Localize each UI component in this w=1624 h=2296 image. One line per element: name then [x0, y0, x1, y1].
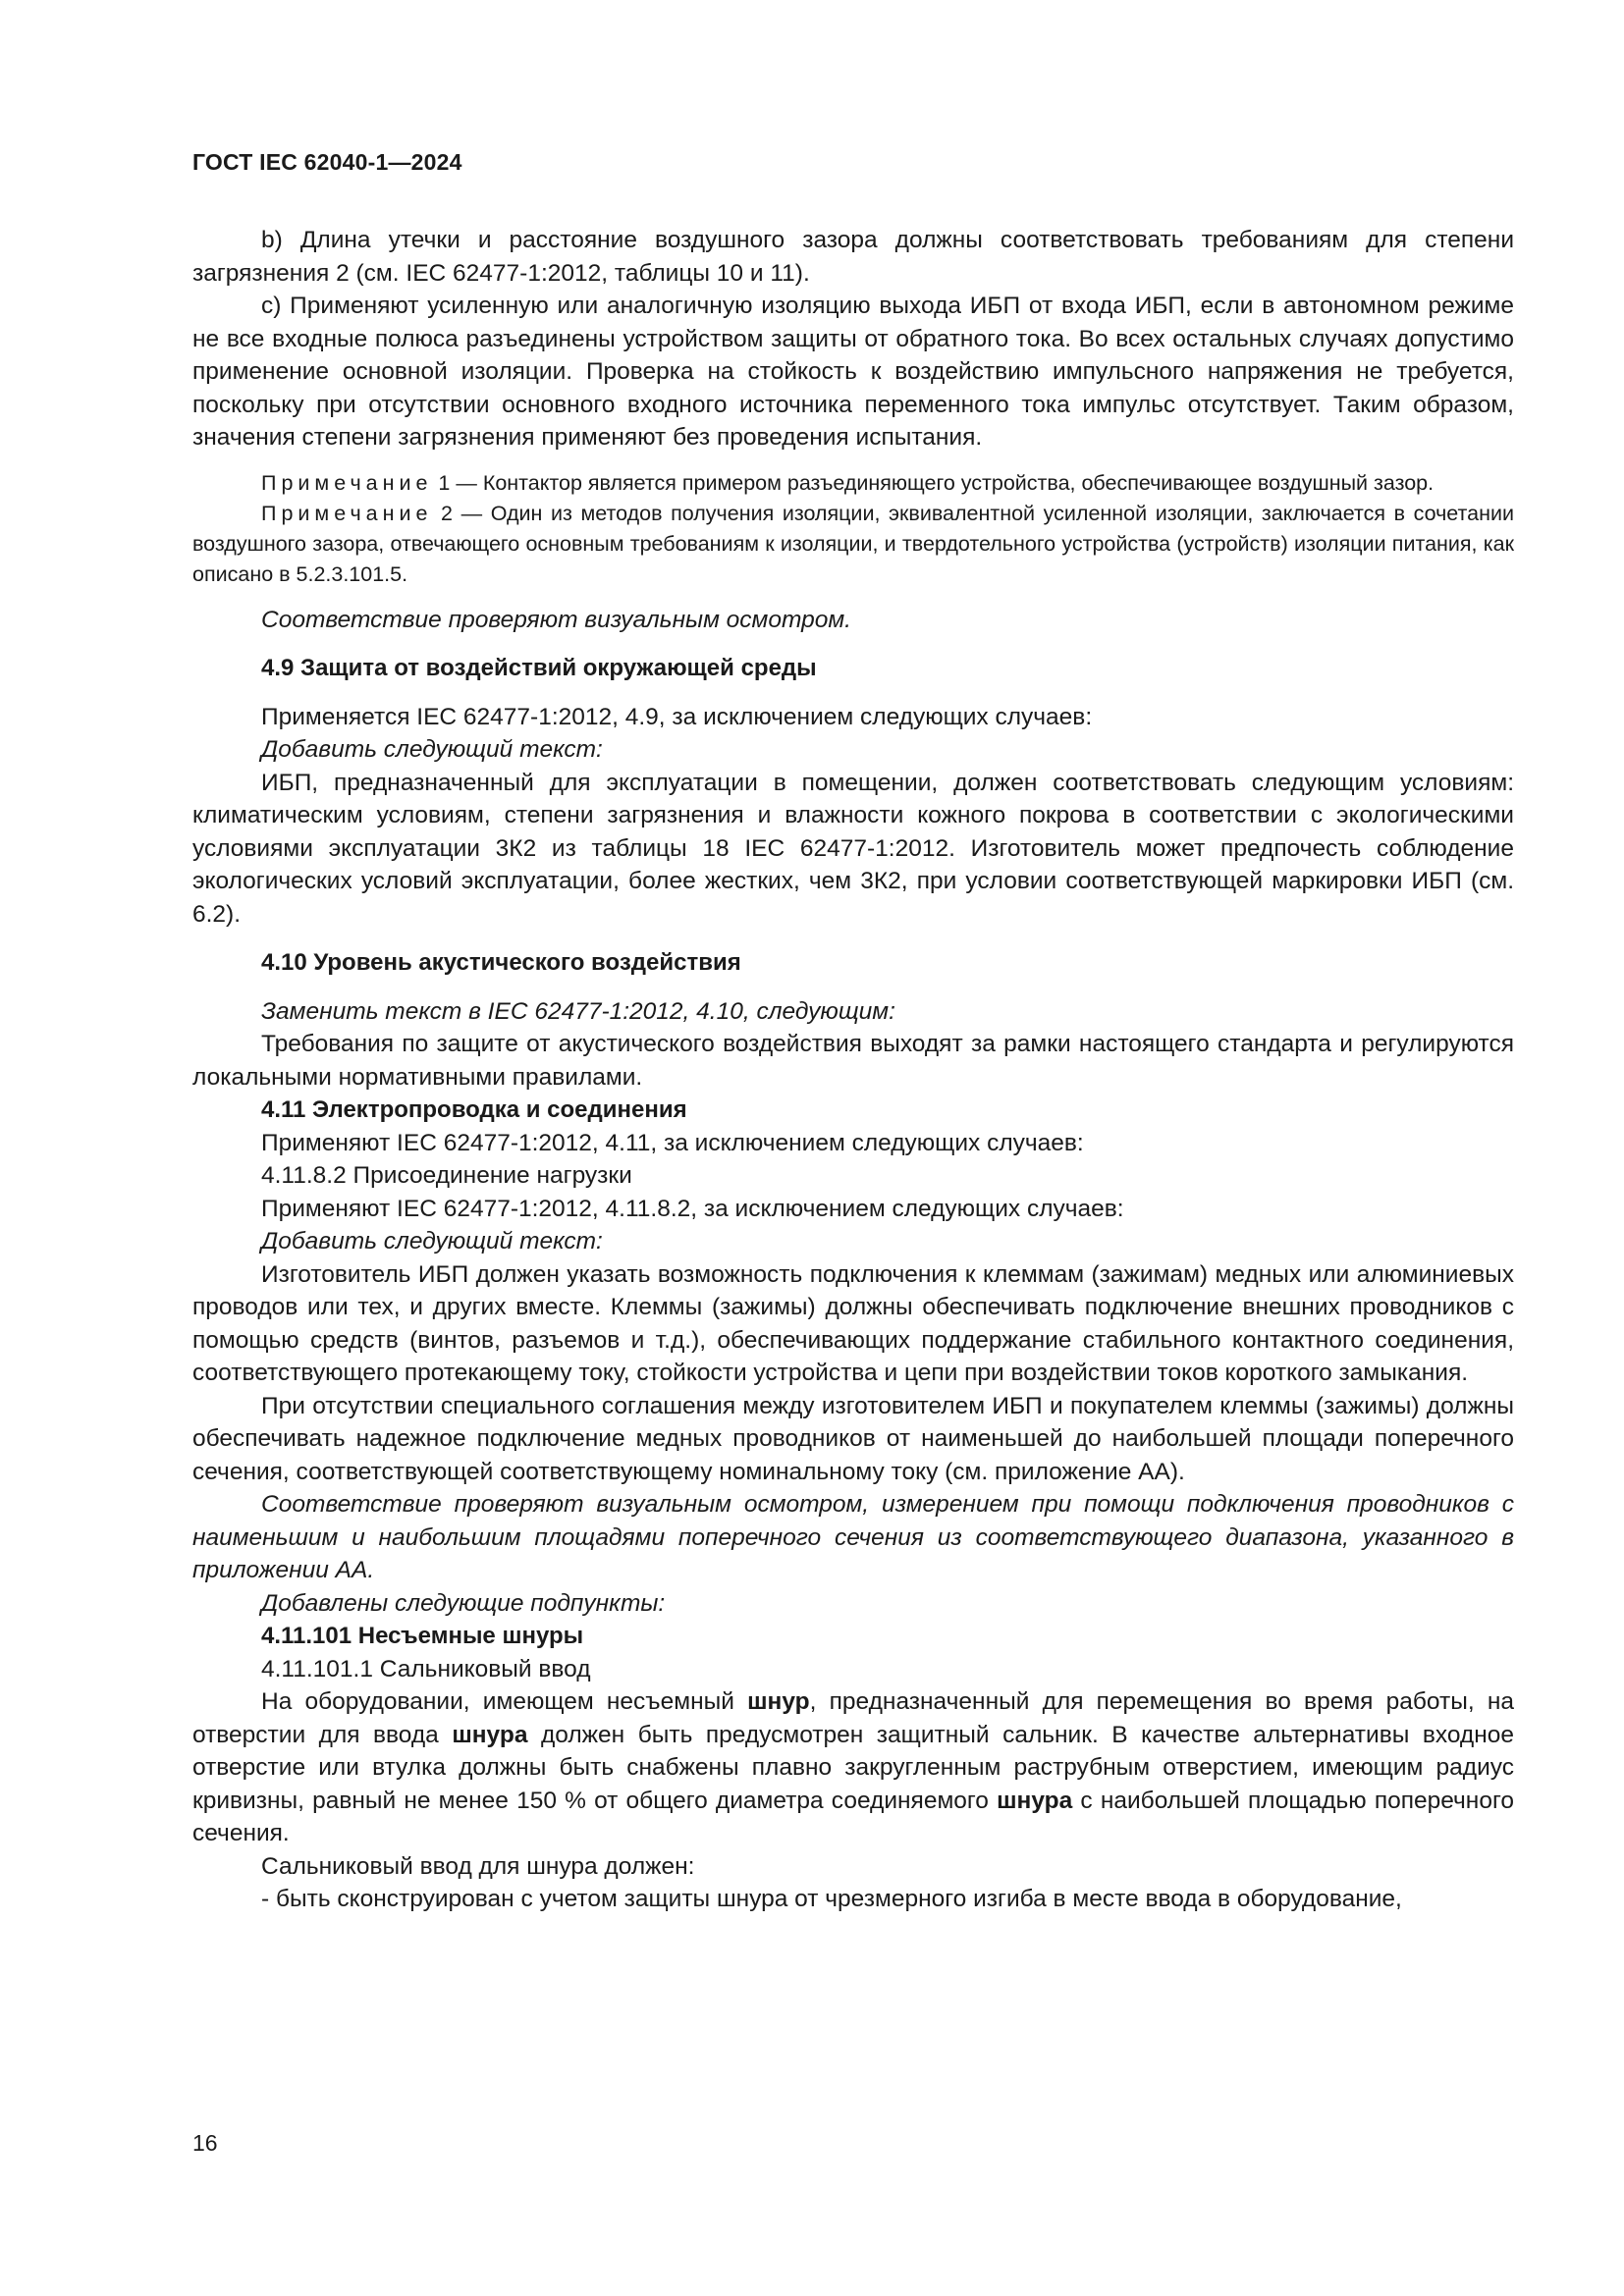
paragraph-4-9-b: Добавить следующий текст:: [261, 736, 603, 763]
cord-text-1: На оборудовании, имеющем несъемный: [261, 1688, 748, 1715]
cord-text-3: должен быть предусмотрен защитный сальник. В качестве альтернативы входное отверстие или втулка должны быть снабжены плавно закругленным раструбным отверстием, имеющим радиус кривизны, равный не менее 150 % от общего диаметра соединяемого: [192, 1721, 1514, 1814]
paragraph-c: c) Применяют усиленную или аналогичную изоляцию выхода ИБП от входа ИБП, если в автономном режиме не все входные полюса разъединены устройством защиты от обратного тока. Во всех остальных случаях допустимо применение основной изоляции. Проверка на стойкость к воздействию импульсного напряжения не требуется, поскольку при отсутствии основного входного источника переменного тока импульс отсутствует. Таким образом, значения степени загрязнения применяют без проведения испытания.: [192, 293, 1514, 451]
note-1-label: Примечание: [261, 470, 433, 495]
note-2-label: Примечание: [261, 501, 433, 525]
page-number: 16: [192, 2130, 218, 2156]
paragraph-4-11-e: Изготовитель ИБП должен указать возможность подключения к клеммам (зажимам) медных или алюминиевых проводов или тех, и других вместе. Клеммы (зажимы) должны обеспечивать подключение внешних проводников с помощью средств (винтов, разъемов и т.д.), обеспечивающих поддержание стабильного контактного соединения, соответствующего протекающему току, стойкости устройства и цепи при воздействии токов короткого замыкания.: [192, 1260, 1514, 1386]
paragraph-4-10-a: Заменить текст в IEC 62477-1:2012, 4.10, следующим:: [261, 997, 895, 1025]
paragraph-cord: [192, 1685, 1514, 1850]
paragraph-4-10-b: Требования по защите от акустического воздействия выходят за рамки настоящего стандарта и регулируются локальными нормативными правилами.: [192, 1031, 1514, 1091]
cord-term-2: шнура: [452, 1721, 528, 1748]
paragraph-4-11-a: Применяют IEC 62477-1:2012, 4.11, за исключением следующих случаев:: [261, 1129, 1084, 1156]
paragraph-4-11-h: Добавлены следующие подпункты:: [261, 1589, 666, 1617]
note-1: [192, 468, 1514, 499]
heading-4-9: 4.9 Защита от воздействий окружающей среды: [261, 655, 817, 681]
paragraph-4-11-b: 4.11.8.2 Присоединение нагрузки: [261, 1162, 632, 1189]
note-1-text: 1 — Контактор является примером разъединяющего устройства, обеспечивающее воздушный зазор.: [432, 470, 1435, 495]
paragraph-4-9-a: Применяется IEC 62477-1:2012, 4.9, за исключением следующих случаев:: [261, 703, 1093, 730]
cord-text-4: с наибольшей площадью поперечного сечения.: [192, 1787, 1514, 1846]
paragraph-4-11-g: Соответствие проверяют визуальным осмотром, измерением при помощи подключения проводников с наименьшим и наибольшим площадями поперечного сечения из соответствующего диапазона, указанного в приложении АА.: [192, 1491, 1514, 1583]
note-2-text: 2 — Один из методов получения изоляции, эквивалентной усиленной изоляции, заключается в сочетании воздушного зазора, отвечающего основным требованиям к изоляции, и твердотельного устройства (устройств) изоляции питания, как описано в 5.2.3.101.5.: [192, 501, 1514, 586]
note-2: [192, 499, 1514, 590]
paragraph-b: b) Длина утечки и расстояние воздушного зазора должны соответствовать требованиям для степени загрязнения 2 (см. IEC 62477-1:2012, таблицы 10 и 11).: [192, 227, 1514, 287]
paragraph-4-11-c: Применяют IEC 62477-1:2012, 4.11.8.2, за исключением следующих случаев:: [261, 1195, 1124, 1222]
paragraph-4-11-f: При отсутствии специального соглашения между изготовителем ИБП и покупателем клеммы (зажимы) должны обеспечивать надежное подключение медных проводников от наименьшей до наибольшей площади поперечного сечения, соответствующей соответствующему номинальному току (см. приложение АА).: [192, 1392, 1514, 1485]
heading-4-11-101: 4.11.101 Несъемные шнуры: [261, 1623, 584, 1649]
paragraph-gland: Сальниковый ввод для шнура должен:: [261, 1852, 695, 1880]
cord-text-2: , предназначенный для перемещения во время работы, на отверстии для ввода: [192, 1688, 1515, 1748]
paragraph-4-11-101-1: 4.11.101.1 Сальниковый ввод: [261, 1655, 591, 1682]
paragraph-dash: - быть сконструирован с учетом защиты шнура от чрезмерного изгиба в месте ввода в оборудование,: [261, 1886, 1402, 1912]
compliance-visual: Соответствие проверяют визуальным осмотром.: [261, 606, 851, 633]
heading-4-11: 4.11 Электропроводка и соединения: [261, 1096, 687, 1123]
document-body: [192, 224, 1514, 1916]
paragraph-4-9-c: ИБП, предназначенный для эксплуатации в помещении, должен соответствовать следующим условиям: климатическим условиям, степени загрязнения и влажности кожного покрова в соответствии с экологическими условиями эксплуатации 3К2 из таблицы 18 IEC 62477-1:2012. Изготовитель может предпочесть соблюдение экологических условий эксплуатации, более жестких, чем 3К2, при условии соответствующей маркировки ИБП (см. 6.2).: [192, 769, 1514, 928]
document-header: ГОСТ IEC 62040-1—2024: [192, 149, 462, 175]
heading-4-10: 4.10 Уровень акустического воздействия: [261, 949, 741, 976]
cord-term-3: шнура: [997, 1787, 1073, 1814]
cord-term-1: шнур: [747, 1688, 810, 1715]
paragraph-4-11-d: Добавить следующий текст:: [261, 1228, 603, 1255]
